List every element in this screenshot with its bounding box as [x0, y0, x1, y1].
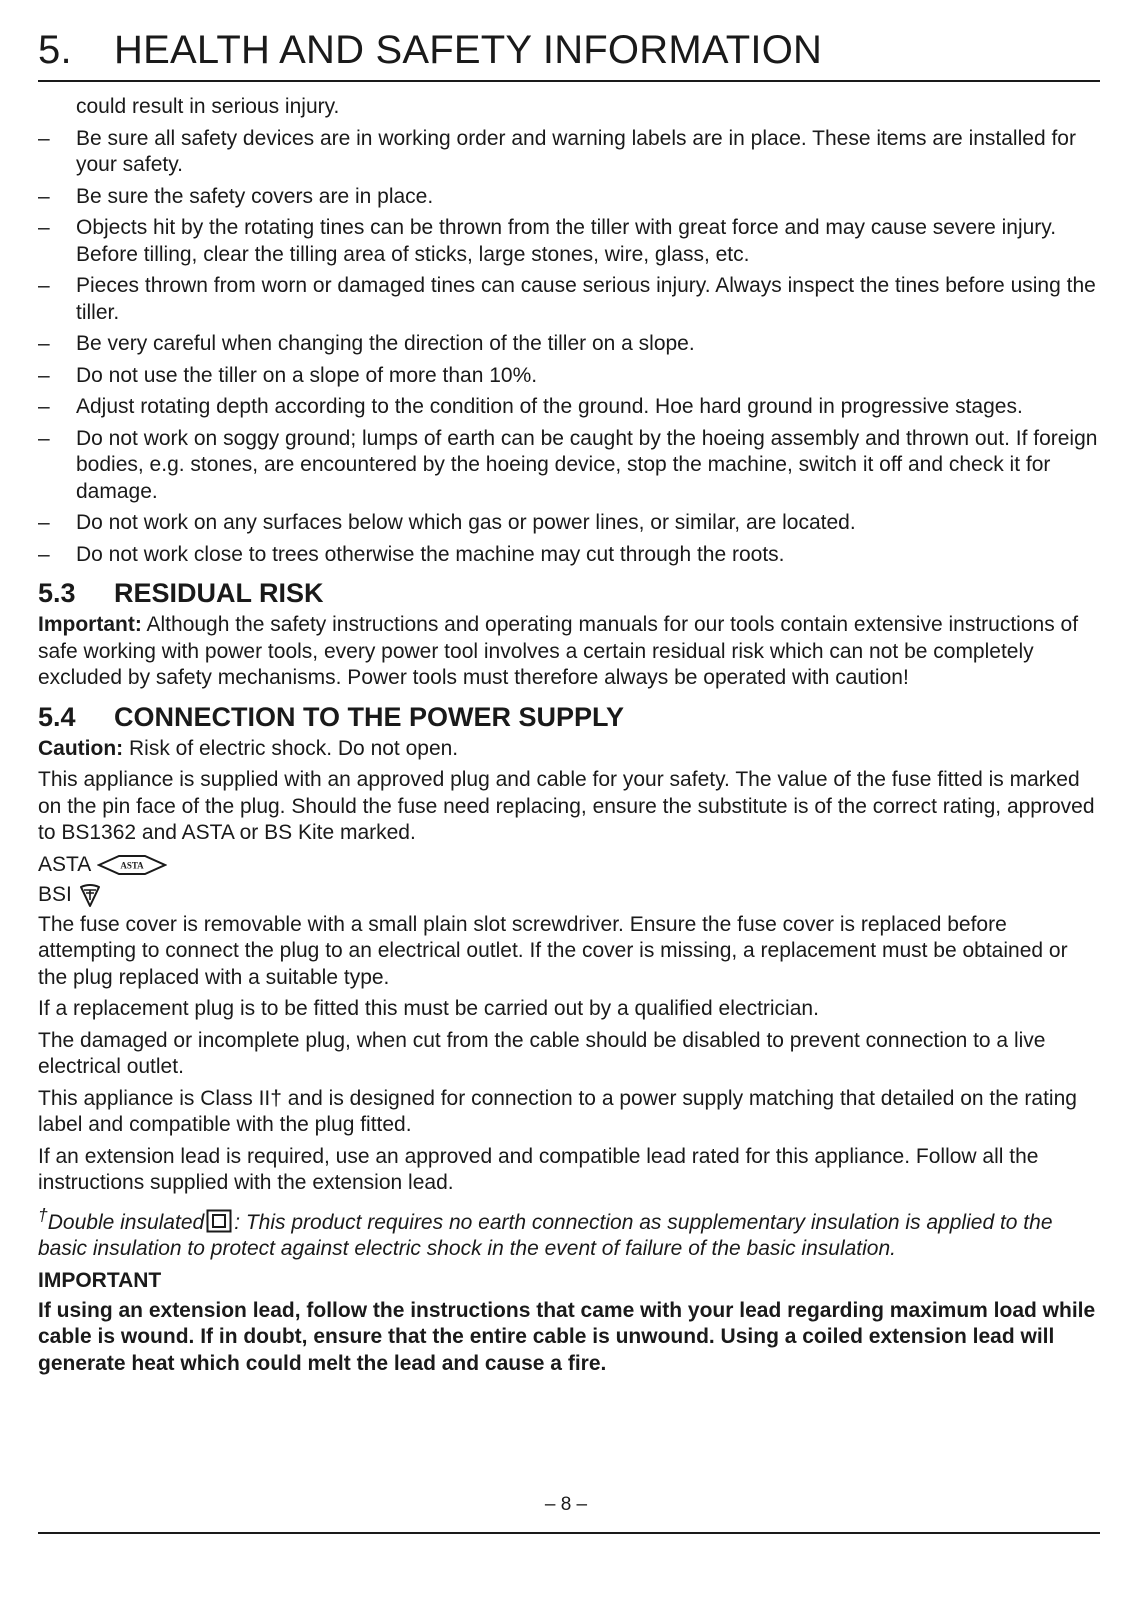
- list-item: [38, 542, 1100, 569]
- dash-marker: –: [38, 542, 50, 566]
- continued-text: could result in serious injury.: [76, 95, 340, 118]
- class-ii-paragraph: This appliance is Class II† and is designed for connection to a power supply matching that detailed on the rating label and compatible with the plug fitted.: [38, 1086, 1077, 1136]
- bsi-kitemark-icon: [78, 882, 102, 908]
- caution-lead: Caution:: [38, 736, 124, 760]
- bullet-text: Be very careful when changing the direction of the tiller on a slope.: [76, 332, 695, 355]
- section-heading-power-supply: [38, 700, 1100, 734]
- subsection-number: 5.3: [38, 578, 76, 608]
- list-item: [38, 273, 1100, 326]
- list-item: [38, 215, 1100, 268]
- double-insulated-footnote: [38, 1202, 1100, 1263]
- list-item: [38, 363, 1100, 390]
- subsection-title: CONNECTION TO THE POWER SUPPLY: [114, 701, 625, 732]
- bsi-label: BSI: [38, 882, 72, 906]
- page-title: [38, 22, 1100, 82]
- list-item: [38, 394, 1100, 421]
- bullet-text: Be sure the safety covers are in place.: [76, 184, 434, 208]
- manual-page: [38, 22, 1100, 1377]
- page-number: – 8 –: [544, 1494, 588, 1515]
- subsection-number: 5.4: [38, 701, 76, 732]
- bullet-text: Do not work close to trees otherwise the machine may cut through the roots.: [76, 542, 785, 566]
- bullet-text: Adjust rotating depth according to the condition of the ground. Hoe hard ground in progressive stages.: [76, 395, 1023, 418]
- list-item: [38, 426, 1100, 506]
- dash-marker: –: [38, 332, 50, 355]
- dash-marker: –: [38, 363, 50, 387]
- dagger-mark: †: [38, 1204, 48, 1225]
- dash-marker: –: [38, 511, 50, 534]
- section-heading-residual-risk: [38, 576, 1100, 610]
- bottom-divider: [38, 1532, 1100, 1534]
- section-number: 5.: [38, 28, 72, 72]
- list-item: [38, 184, 1100, 211]
- dash-marker: –: [38, 395, 50, 418]
- section-title: HEALTH AND SAFETY INFORMATION: [114, 28, 823, 72]
- footnote-lead: Double insulated: [47, 1210, 205, 1234]
- subsection-title: RESIDUAL RISK: [114, 578, 324, 608]
- residual-risk-text: Although the safety instructions and operating manuals for our tools contain extensive instructions of safe working with power tools, every power tool involves a certain residual risk which can not be completely excluded by safety mechanisms. Power tools must therefore always be operated with caution!: [38, 613, 1079, 689]
- asta-row: [38, 852, 1100, 878]
- dash-marker: –: [38, 426, 50, 450]
- bullet-text: Objects hit by the rotating tines can be thrown from the tiller with great force and may cause severe injury. Before tilling, clear the tilling area of sticks, large stones, wire, glass, etc.: [76, 216, 1057, 266]
- dash-marker: –: [38, 126, 50, 150]
- caution-text: Risk of electric shock. Do not open.: [123, 736, 459, 760]
- bsi-row: [38, 882, 1100, 908]
- extension-lead-paragraph: If an extension lead is required, use an approved and compatible lead rated for this appliance. Follow all the instructions supplied with the extension lead.: [38, 1144, 1039, 1194]
- residual-risk-paragraph: [38, 612, 1100, 692]
- footnote-text: : This product requires no earth connection as supplementary insulation is applied to the basic insulation to protect against electric shock in the event of failure of the basic insulation.: [38, 1210, 1053, 1260]
- bullet-text: Pieces thrown from worn or damaged tines can cause serious injury. Always inspect the tines before using the tiller.: [76, 274, 1096, 324]
- list-item: [38, 331, 1100, 358]
- dash-marker: –: [38, 184, 50, 208]
- damaged-plug-paragraph: The damaged or incomplete plug, when cut from the cable should be disabled to prevent connection to a live electrical outlet.: [38, 1028, 1046, 1078]
- bullet-text: Do not work on soggy ground; lumps of earth can be caught by the hoeing assembly and thrown out. If foreign bodies, e.g. stones, are encountered by the hoeing device, stop the machine, switch it off and check it for damage.: [76, 426, 1098, 503]
- bullet-text: Do not work on any surfaces below which gas or power lines, or similar, are located.: [76, 511, 856, 534]
- important-warning: If using an extension lead, follow the instructions that came with your lead regarding maximum load while cable is wound. If in doubt, ensure that the entire cable is unwound. Using a coiled extension lead will generate heat which could melt the lead and cause a fire.: [38, 1298, 1096, 1375]
- list-item: [38, 126, 1100, 179]
- caution-paragraph: [38, 736, 1100, 763]
- asta-mark-text: ASTA: [120, 860, 144, 870]
- dash-marker: –: [38, 216, 50, 239]
- fuse-cover-paragraph: The fuse cover is removable with a small plain slot screwdriver. Ensure the fuse cover is replaced before attempting to connect the plug to an electrical outlet. If the cover is missing, a replacement must be obtained or the plug replaced with a suitable type.: [38, 912, 1068, 989]
- safety-bullet-list: [38, 126, 1100, 569]
- important-heading: IMPORTANT: [38, 1268, 162, 1292]
- asta-label: ASTA: [38, 852, 92, 876]
- list-item: [38, 510, 1100, 537]
- plug-paragraph: This appliance is supplied with an approved plug and cable for your safety. The value of the fuse fitted is marked on the pin face of the plug. Should the fuse need replacing, ensure the substitute is of the correct rating, approved to BS1362 and ASTA or BS Kite marked.: [38, 768, 1095, 844]
- double-insulated-icon: [206, 1209, 232, 1233]
- dash-marker: –: [38, 274, 50, 297]
- bullet-text: Do not use the tiller on a slope of more than 10%.: [76, 363, 538, 387]
- important-lead: Important:: [38, 613, 142, 636]
- replacement-plug-paragraph: If a replacement plug is to be fitted this must be carried out by a qualified electrician.: [38, 997, 819, 1020]
- bullet-text: Be sure all safety devices are in working order and warning labels are in place. These items are installed for your safety.: [76, 126, 1076, 176]
- asta-diamond-mark-icon: [97, 854, 167, 876]
